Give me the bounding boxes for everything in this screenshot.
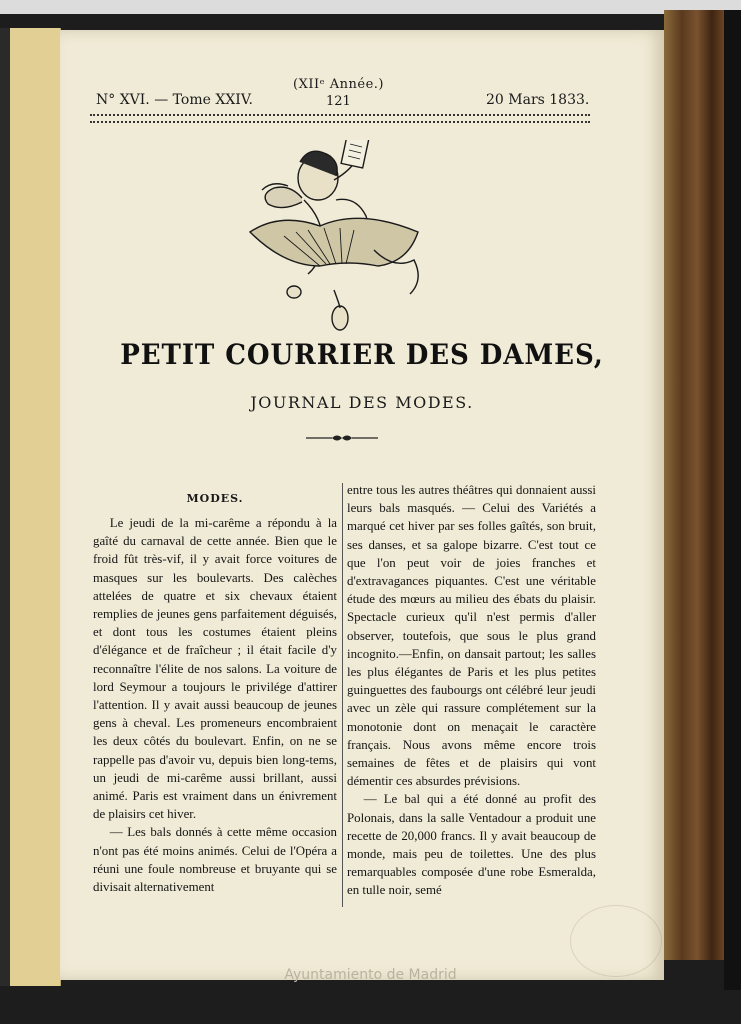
journal-subtitle: JOURNAL DES MODES. [250, 393, 474, 412]
article-paragraph: Le jeudi de la mi-carême a répondu à la gaîté du carnaval de cette année. Bien que le froid fût très-vif, il y avait force voitures de masques sur les boulevarts. Des calèches attelées de quatre et six chevaux étaient remplies de jeunes gens parfaitement déguisés, et dont tous les costumes étaient pleins d'élégance et de fraîcheur ; il était facile d'y reconnaître l'élite de nos salons. La voiture de lord Seymour a toujours le privilége d'attirer l'attention. Il y avait aussi beaucoup de jeunes gens à cheval. Les promeneurs encombraient les deux côtés du boulevart. Enfin, on ne se rappelle pas d'avoir vu, depuis bien long-tems, un jeudi de mi-carême aussi brillant, aussi animé. Paris est vraiment dans un énivrement de plaisirs cet hiver. [93, 516, 337, 822]
article-paragraph: — Les bals donnés à cette même occasion n'ont pas été moins animés. Celui de l'Opéra a réuni une foule nombreuse et bruyante qui se divisait alternativement [93, 825, 337, 895]
scan-background-top [0, 0, 741, 14]
facing-page-edge [10, 28, 61, 986]
article-paragraph: entre tous les autres théâtres qui donnaient aussi leurs bals masqués. — Celui des Variétés a marqué cet hiver par ses folles gaîtés, son bruit, ses danses, et sa galope bizarre. C'est tout ce que l'on peut voir de joies franches et d'extravagances piquantes. C'est une véritable étude des mœurs au milieu des ébats du plaisir. Spectacle curieux qu'il n'est permis d'aller observer, toutefois, que sous le plus grand incognito.—Enfin, on dansait partout; les salles les plus élégantes de Paris et les plus petites guinguettes des faubourgs ont célébré leur jeudi avec un zèle qui rassure complétement sur la monotonie dont on menaçait le caractère français. Nous avons même encore trois semaines de fêtes et de plaisirs qui vont démentir ces absurdes prévisions. [347, 483, 596, 789]
header-year-volume: (XIIᵉ Année.) [293, 77, 384, 92]
section-heading-modes: MODES. [186, 492, 244, 505]
header-date: 20 Mars 1833. [486, 92, 590, 108]
header-page-number: 121 [326, 94, 351, 109]
article-paragraph: — Le bal qui a été donné au profit des Polonais, dans la salle Ventadour a produit une recette de 20,000 francs. Il y avait beaucoup de monde, mais peu de toilettes. Une des plus remarquables composée d'une robe Esmeralda, en tulle noir, semé [347, 792, 596, 898]
header-issue-number: N° XVI. — Tome XXIV. [96, 92, 253, 108]
archive-watermark: Ayuntamiento de Madrid [284, 967, 457, 983]
scan-background-right [724, 10, 741, 990]
article-left-column [93, 514, 337, 896]
column-divider [342, 483, 343, 907]
journal-title: PETIT COURRIER DES DAMES, [120, 338, 604, 371]
cupid-vignette-illustration [244, 140, 432, 340]
article-right-column [347, 481, 596, 900]
ornamental-divider [306, 432, 378, 444]
book-spine [664, 10, 724, 960]
header-dotted-rule [90, 114, 590, 123]
